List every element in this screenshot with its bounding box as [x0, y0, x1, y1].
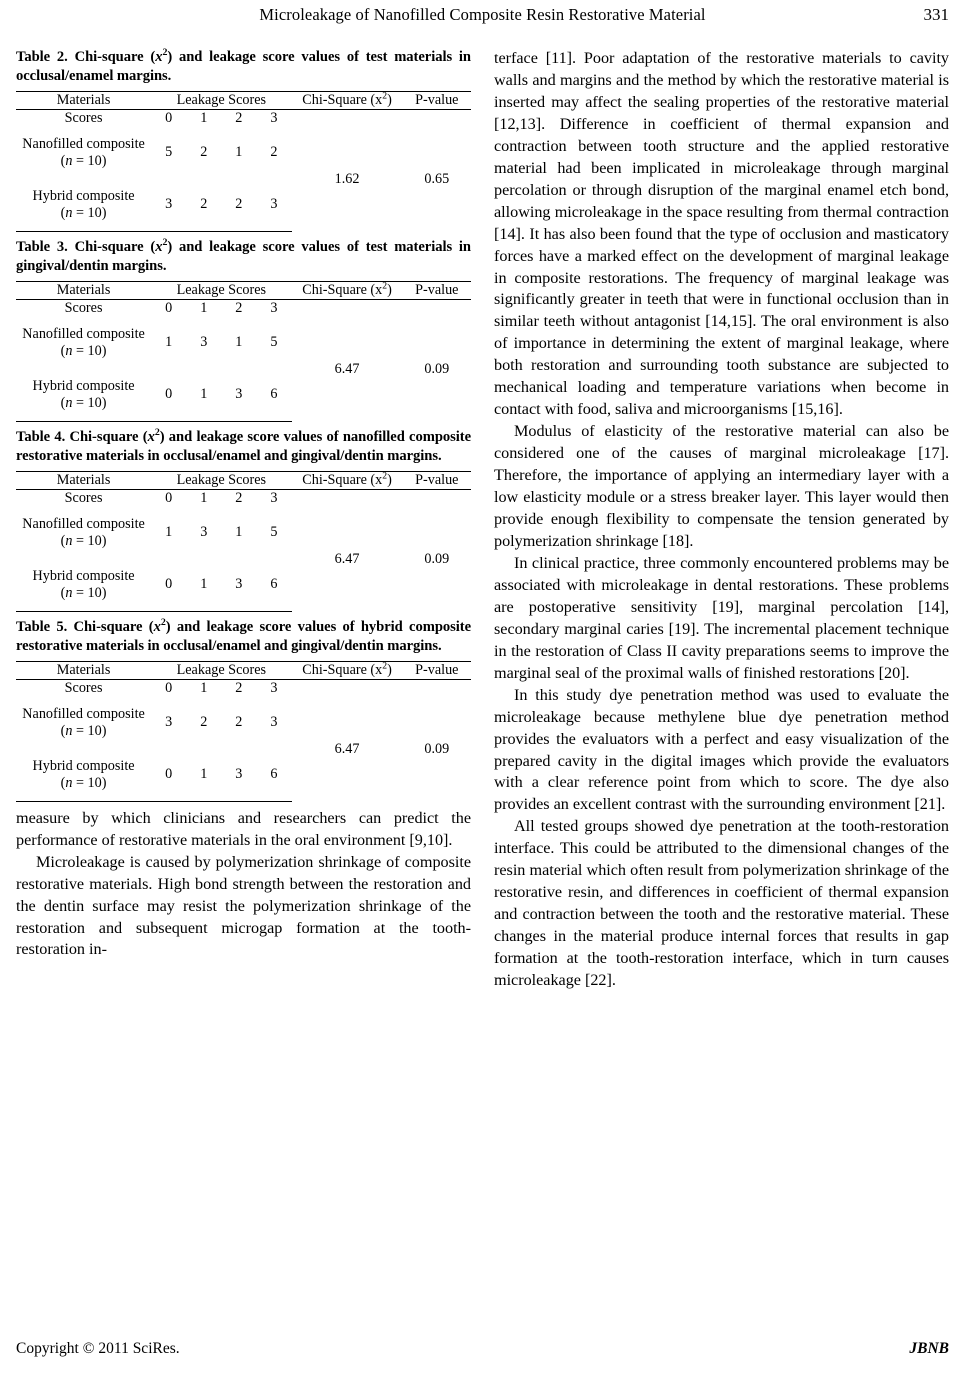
table-5-header-row — [16, 661, 471, 679]
table-2-caption — [16, 48, 471, 86]
table-4-scores-chi-blank — [292, 489, 403, 507]
material-n: (n = 10) — [60, 342, 107, 359]
table-4-caption-prefix: Table 4. Chi-square ( — [16, 428, 148, 445]
table-2-caption-suffix: ) and leakage score values of test materials in occlusal/enamel margins. — [16, 49, 471, 84]
table-5-score-col-2: 2 — [235, 679, 243, 696]
table-2-p-value: 0.65 — [424, 170, 450, 187]
p-italic: P — [415, 661, 424, 678]
table-4-header-row — [16, 471, 471, 489]
table-2-scores-p-blank — [403, 109, 471, 127]
table-5-row-0-v1: 2 — [200, 714, 208, 731]
running-head-title: Microleakage of Nanofilled Composite Resin Restorative Material — [259, 5, 706, 24]
table-3-score-col-0: 0 — [165, 299, 173, 316]
chi-symbol: x — [375, 91, 383, 108]
table-5-row-1-v2: 3 — [221, 749, 256, 802]
table-4-scores-p-blank — [403, 489, 471, 507]
material-name: Nanofilled composite — [22, 516, 145, 533]
table-3-row-1-v1: 1 — [186, 369, 221, 422]
table-2-caption-symbol: x — [155, 49, 163, 65]
table-5-caption-symbol: x — [153, 618, 161, 635]
table-3-header-chi-square — [292, 281, 403, 299]
table-4-p-value: 0.09 — [424, 550, 450, 567]
table-5-chi-square-value: 6.47 — [334, 740, 360, 757]
table-5-row-0-v2: 2 — [235, 714, 243, 731]
table-5-header-leakage-scores: Leakage Scores — [151, 661, 291, 679]
chi-exponent: 2 — [382, 90, 388, 102]
table-4-row-1-v0: 0 — [151, 559, 186, 612]
table-3-p-value: 0.09 — [424, 360, 450, 377]
p-italic: P — [415, 91, 424, 108]
table-2-row-1-v2: 2 — [221, 179, 256, 232]
table-3-scores-chi-blank — [292, 299, 403, 317]
journal-abbreviation: JBNB — [909, 1340, 949, 1357]
table-3 — [16, 281, 471, 422]
table-3-row-1-v0: 0 — [151, 369, 186, 422]
table-3-caption-suffix: ) and leakage score values of test materials in gingival/dentin margins. — [16, 238, 471, 274]
table-4-header-chi-square — [292, 471, 403, 489]
table-4-score-col-0: 0 — [165, 489, 173, 506]
right-paragraph-1: terface [11]. Poor adaptation of the restorative materials to cavity walls and margins and the method by which the restorative material is inserted may affect the sealing properties of the restorative material [12,13]. Difference in coefficient of thermal expansion and contraction between tooth structure and the applied restorative material had been implicated in microleakage through marginal percolation or through disruption of the marginal enamel etch bond, allowing microleakage in the space resulting from thermal contraction [14]. It has also been found that the type of occlusion and masticatory forces have a marked effect on the development of marginal leakage in composite restorations. The frequency of marginal leakage was significantly greater in teeth that were in functional occlusion than in similar teeth without antagonist [14,15]. The oral environment is also of importance in determining the extent of marginal leakage, where both restoration and surrounding tooth substance are subjected to mechanical loading and temperature variations when become in contact with food, saliva and microorganisms [15,16]. — [494, 49, 949, 419]
table-4-caption-exponent: 2 — [154, 427, 160, 439]
table-3-caption — [16, 238, 471, 276]
table-5-header-p-value — [403, 661, 471, 679]
table-5 — [16, 661, 471, 802]
p-italic: P — [415, 281, 424, 298]
table-5-scores-chi-blank — [292, 679, 403, 697]
p-rest: -value — [423, 471, 459, 488]
chi-suffix: ) — [387, 471, 392, 488]
table-2-row-0-v2: 1 — [235, 144, 243, 161]
table-row — [16, 697, 471, 749]
chi-exponent: 2 — [382, 280, 388, 292]
table-4-header-p-value — [403, 471, 471, 489]
right-paragraph-4: In this study dye penetration method was used to evaluate the microleakage because methylene blue dye penetration method provides the evaluators with a perfect and easy visualization of the prepared cavity in the digital images which provide the evaluators with a clear reference point from which to score. The dye also provides an excellent contrast with the surrounding environment [21]. — [494, 685, 949, 814]
right-column — [494, 48, 949, 1316]
chi-exponent: 2 — [382, 660, 388, 672]
table-3-caption-symbol: x — [155, 238, 163, 255]
two-column-layout — [16, 48, 949, 1316]
table-3-row-1-name — [16, 369, 151, 422]
chi-suffix: ) — [387, 281, 392, 298]
table-3-row-0-name — [16, 317, 151, 369]
table-3-caption-exponent: 2 — [162, 237, 168, 249]
p-italic: P — [415, 471, 424, 488]
p-rest: -value — [423, 661, 459, 678]
table-5-row-1-v0: 0 — [151, 749, 186, 802]
table-4-row-1-v2: 3 — [221, 559, 256, 612]
table-5-row-1-v3: 6 — [256, 749, 291, 802]
table-4-row-0-v3: 5 — [270, 524, 278, 541]
table-4-score-col-2: 2 — [235, 489, 243, 506]
table-5-row-0-name — [16, 697, 151, 749]
table-5-scores-label: Scores — [64, 679, 103, 696]
table-3-row-0-v3: 5 — [270, 334, 278, 351]
table-4-row-1-v3: 6 — [256, 559, 291, 612]
table-2-row-0-v0: 5 — [165, 144, 173, 161]
material-n: (n = 10) — [60, 774, 107, 791]
table-3-row-1-v2: 3 — [221, 369, 256, 422]
table-2-header-row — [16, 91, 471, 109]
table-2-score-col-1: 1 — [200, 109, 208, 126]
table-3-scores-label: Scores — [64, 299, 103, 316]
table-2-row-0-v1: 2 — [200, 144, 208, 161]
table-2-caption-exponent: 2 — [162, 47, 168, 59]
table-5-row-0-v3: 3 — [270, 714, 278, 731]
chi-exponent: 2 — [382, 470, 388, 482]
table-3-row-0-v1: 3 — [200, 334, 208, 351]
table-2-chi-square-value: 1.62 — [334, 170, 360, 187]
material-n: (n = 10) — [60, 204, 107, 221]
table-5-caption-suffix: ) and leakage score values of hybrid composite restorative materials in occlusal/enamel and gingival/dentin margins. — [16, 618, 471, 654]
right-paragraph-5: All tested groups showed dye penetration at the tooth-restoration interface. This could be attributed to the dimensional changes of the resin material which often result from polymerization shrinkage of the restorative resin, and differences in coefficient of thermal expansion and contraction between the tooth and the restorative material. These changes in the material produce internal forces that results in gap formation at the tooth-restoration interface, which in turn causes microleakage [22]. — [494, 817, 949, 990]
table-2-score-col-3: 3 — [270, 109, 278, 126]
table-2-score-col-2: 2 — [235, 109, 243, 126]
material-name: Hybrid composite — [32, 758, 135, 774]
chi-suffix: ) — [387, 91, 392, 108]
table-4-row-0-name — [16, 507, 151, 559]
copyright-notice: Copyright © 2011 SciRes. — [16, 1340, 180, 1357]
table-4-score-col-1: 1 — [200, 489, 208, 506]
table-5-score-col-1: 1 — [200, 679, 208, 696]
material-n: (n = 10) — [60, 394, 107, 411]
table-5-caption-exponent: 2 — [160, 616, 166, 628]
table-5-scores-p-blank — [403, 679, 471, 697]
material-n: (n = 10) — [60, 584, 107, 601]
page-footer — [16, 1340, 949, 1358]
p-rest: -value — [423, 281, 459, 298]
table-2-row-0-name — [16, 127, 151, 179]
table-3-score-col-2: 2 — [235, 299, 243, 316]
table-5-caption — [16, 618, 471, 656]
table-3-row-1-v3: 6 — [256, 369, 291, 422]
table-2-row-1-v3: 3 — [256, 179, 291, 232]
table-5-caption-prefix: Table 5. Chi-square ( — [16, 618, 154, 635]
table-3-scores-p-blank — [403, 299, 471, 317]
left-paragraph-2: Microleakage is caused by polymerization shrinkage of composite restorative materials. High bond strength between the restoration and the dentin surface may resist the polymerization shrinkage of the restoration and subsequent microgap formation at the tooth-restoration in- — [16, 852, 471, 959]
table-3-scores-row — [16, 299, 471, 317]
material-name: Nanofilled composite — [22, 136, 145, 153]
page-number: 331 — [923, 5, 949, 24]
chi-prefix: Chi-Square ( — [302, 91, 376, 108]
right-paragraph-3: In clinical practice, three commonly encountered problems may be associated with microleakage in dental restorations. These problems are postoperative sensitivity [19], marginal percolation [14], secondary marginal caries [19]. The incremental placement technique in the restoration of Class II cavity preparations seems to improve the marginal seal of the proximal walls of finished restorations [20]. — [494, 553, 949, 682]
table-3-header-p-value — [403, 281, 471, 299]
material-name: Nanofilled composite — [22, 706, 145, 722]
table-4-chi-square-value: 6.47 — [334, 550, 360, 567]
table-4 — [16, 471, 471, 612]
chi-prefix: Chi-Square ( — [302, 471, 376, 488]
table-3-block — [16, 238, 471, 422]
material-name: Nanofilled composite — [22, 326, 145, 343]
table-row — [16, 127, 471, 179]
chi-symbol: x — [375, 661, 383, 678]
table-4-caption — [16, 428, 471, 466]
table-5-block — [16, 618, 471, 802]
table-3-caption-prefix: Table 3. Chi-square ( — [16, 238, 156, 255]
table-4-scores-row — [16, 489, 471, 507]
table-2-scores-row — [16, 109, 471, 127]
table-4-row-0-v2: 1 — [235, 524, 243, 541]
table-3-score-col-3: 3 — [270, 299, 278, 316]
material-name: Hybrid composite — [32, 568, 135, 585]
table-row — [16, 317, 471, 369]
table-2-header-p-value — [403, 91, 471, 109]
table-4-row-0-v0: 1 — [165, 524, 173, 541]
table-4-score-col-3: 3 — [270, 489, 278, 506]
table-3-score-col-1: 1 — [200, 299, 208, 316]
table-4-header-materials: Materials — [16, 471, 151, 489]
table-5-score-col-0: 0 — [165, 679, 173, 696]
table-4-caption-symbol: x — [147, 428, 155, 445]
material-n: (n = 10) — [60, 532, 107, 549]
table-4-row-1-v1: 1 — [186, 559, 221, 612]
table-2-block — [16, 48, 471, 232]
table-2-row-0-v3: 2 — [270, 144, 278, 161]
table-5-scores-row — [16, 679, 471, 697]
table-2-score-col-0: 0 — [165, 109, 173, 126]
material-n: (n = 10) — [60, 722, 107, 739]
table-5-header-chi-square — [292, 661, 403, 679]
table-2-header-leakage-scores: Leakage Scores — [151, 91, 291, 109]
material-name: Hybrid composite — [32, 188, 135, 205]
material-n: (n = 10) — [60, 152, 107, 169]
table-5-p-value: 0.09 — [424, 740, 450, 757]
table-4-caption-suffix: ) and leakage score values of nanofilled composite restorative materials in occlusal/enamel and gingival/dentin margins. — [16, 428, 472, 464]
table-3-row-0-v2: 1 — [235, 334, 243, 351]
table-5-row-0-v0: 3 — [165, 714, 173, 731]
chi-prefix: Chi-Square ( — [302, 661, 376, 678]
table-row — [16, 507, 471, 559]
running-head — [16, 5, 949, 27]
chi-symbol: x — [375, 471, 383, 488]
table-2-scores-chi-blank — [292, 109, 403, 127]
table-5-row-1-name — [16, 749, 151, 802]
table-2-header-chi-square — [292, 91, 403, 109]
table-4-block — [16, 428, 471, 612]
chi-symbol: x — [375, 281, 383, 298]
table-3-chi-square-value: 6.47 — [334, 360, 360, 377]
table-2-scores-label: Scores — [64, 109, 103, 126]
table-4-row-0-v1: 3 — [200, 524, 208, 541]
table-3-header-row — [16, 281, 471, 299]
table-4-row-1-name — [16, 559, 151, 612]
table-5-row-1-v1: 1 — [186, 749, 221, 802]
table-2-caption-prefix: Table 2. Chi-square ( — [16, 49, 156, 65]
table-3-header-leakage-scores: Leakage Scores — [151, 281, 291, 299]
table-2-row-1-v0: 3 — [151, 179, 186, 232]
p-rest: -value — [423, 91, 459, 108]
table-2 — [16, 91, 471, 232]
left-paragraph-1: measure by which clinicians and researchers can predict the performance of restorative materials in the oral environment [9,10]. — [16, 808, 471, 849]
material-name: Hybrid composite — [32, 378, 135, 395]
chi-suffix: ) — [387, 661, 392, 678]
chi-prefix: Chi-Square ( — [302, 281, 376, 298]
table-4-header-leakage-scores: Leakage Scores — [151, 471, 291, 489]
table-2-row-1-v1: 2 — [186, 179, 221, 232]
table-3-row-0-v0: 1 — [165, 334, 173, 351]
left-column — [16, 48, 471, 1316]
table-2-header-materials: Materials — [16, 91, 151, 109]
table-5-header-materials: Materials — [16, 661, 151, 679]
table-4-scores-label: Scores — [64, 489, 103, 506]
right-paragraph-2: Modulus of elasticity of the restorative material can also be considered one of the causes of marginal microleakage [17]. Therefore, the importance of applying an intermediary layer with a low elasticity module or a stress breaker layer. This layer would then provide enough flexibility to compensate the tension generated by polymerization shrinkage [18]. — [494, 422, 949, 550]
table-2-row-1-name — [16, 179, 151, 232]
table-5-score-col-3: 3 — [270, 679, 278, 696]
table-3-header-materials: Materials — [16, 281, 151, 299]
